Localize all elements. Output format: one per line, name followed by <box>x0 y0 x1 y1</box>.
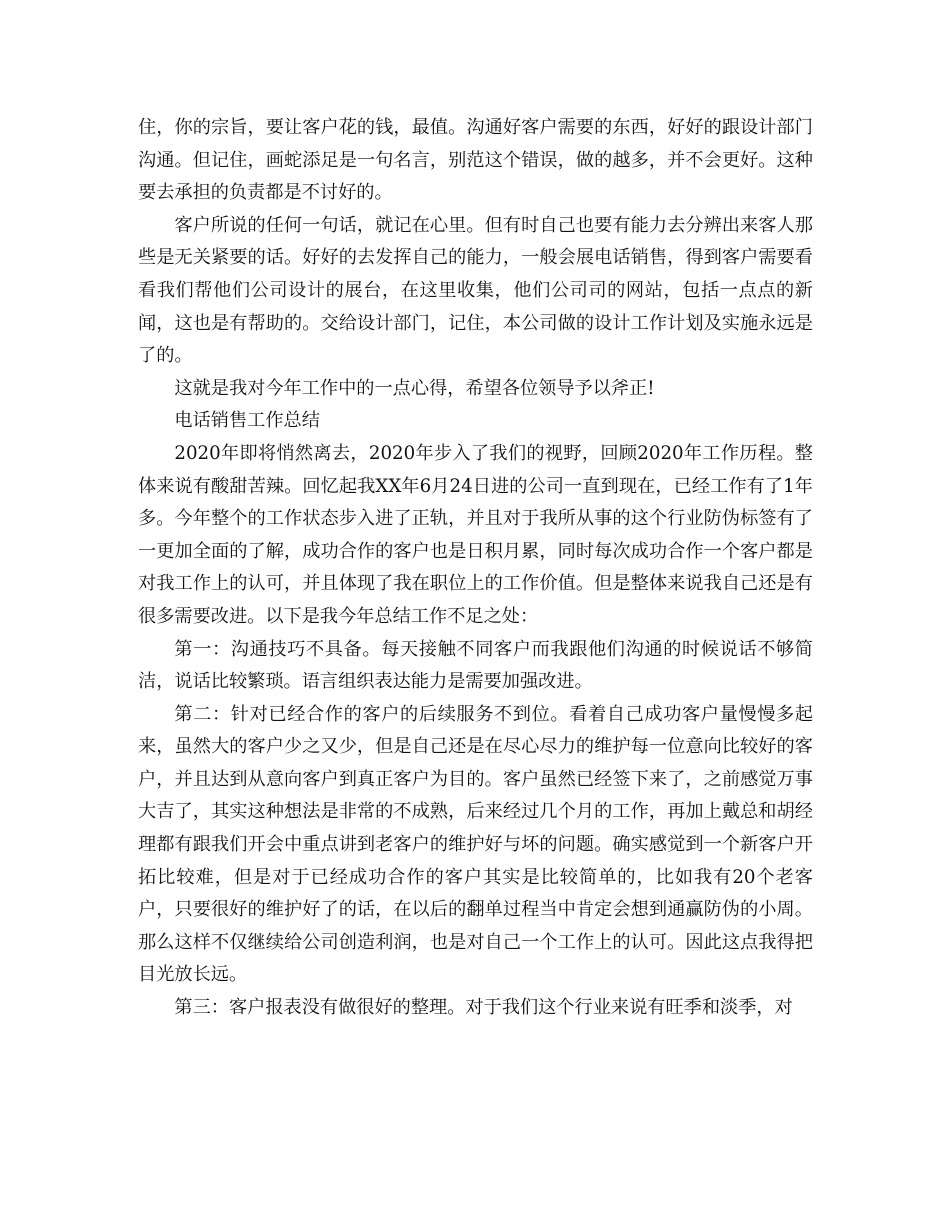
section-title: 电话销售工作总结 <box>174 410 320 432</box>
paragraph-client-words: 客户所说的任何一句话，就记在心里。但有时自己也要有能力去分辨出来客人那些是无关紧要的话。好好的去发挥自己的能力，一般会展电话销售，得到客户需要看看我们帮他们公司设计的展台，在这里收集，他们公司司的网站，包括一点点的新闻，这也是有帮助的。交给设计部门，记住，本公司做的设计工作计划及实施永远是了的。 <box>138 214 813 367</box>
paragraph-closing-remark: 这就是我对今年工作中的一点心得，希望各位领导予以斧正! <box>174 377 655 399</box>
document-page <box>138 112 813 1025</box>
paragraph-continuation: 住，你的宗旨，要让客户花的钱，最值。沟通好客户需要的东西，好好的跟设计部门沟通。但记住，画蛇添足是一句名言，别范这个错误，做的越多，并不会更好。这种要去承担的负责都是不讨好的。 <box>138 117 813 204</box>
paragraph-point-two: 第二：针对已经合作的客户的后续服务不到位。看着自己成功客户量慢慢多起来，虽然大的客户少之又少，但是自己还是在尽心尽力的维护每一位意向比较好的客户，并且达到从意向客户到真正客户为目的。客户虽然已经签下来了，之前感觉万事大吉了，其实这种想法是非常的不成熟，后来经过几个月的工作，再加上戴总和胡经理都有跟我们开会中重点讲到老客户的维护好与坏的问题。确实感觉到一个新客户开拓比较难，但是对于已经成功合作的客户其实是比较简单的，比如我有20个老客户，只要很好的维护好了的话，在以后的翻单过程当中肯定会想到通赢防伪的小周。那么这样不仅继续给公司创造利润，也是对自己一个工作上的认可。因此这点我得把目光放长远。 <box>138 703 813 986</box>
paragraph-year-review: 2020年即将悄然离去，2020年步入了我们的视野，回顾2020年工作历程。整体来说有酸甜苦辣。回忆起我XX年6月24日进的公司一直到现在，已经工作有了1年多。今年整个的工作状态步入进了正轨，并且对于我所从事的这个行业防伪标签有了一更加全面的了解，成功合作的客户也是日积月累，同时每次成功合作一个客户都是对我工作上的认可，并且体现了我在职位上的工作价值。但是整体来说我自己还是有很多需要改进。以下是我今年总结工作不足之处： <box>138 442 813 627</box>
paragraph-point-three: 第三：客户报表没有做很好的整理。对于我们这个行业来说有旺季和淡季，对 <box>174 997 793 1019</box>
paragraph-point-one: 第一：沟通技巧不具备。每天接触不同客户而我跟他们沟通的时候说话不够简洁，说话比较繁琐。语言组织表达能力是需要加强改进。 <box>138 638 813 693</box>
